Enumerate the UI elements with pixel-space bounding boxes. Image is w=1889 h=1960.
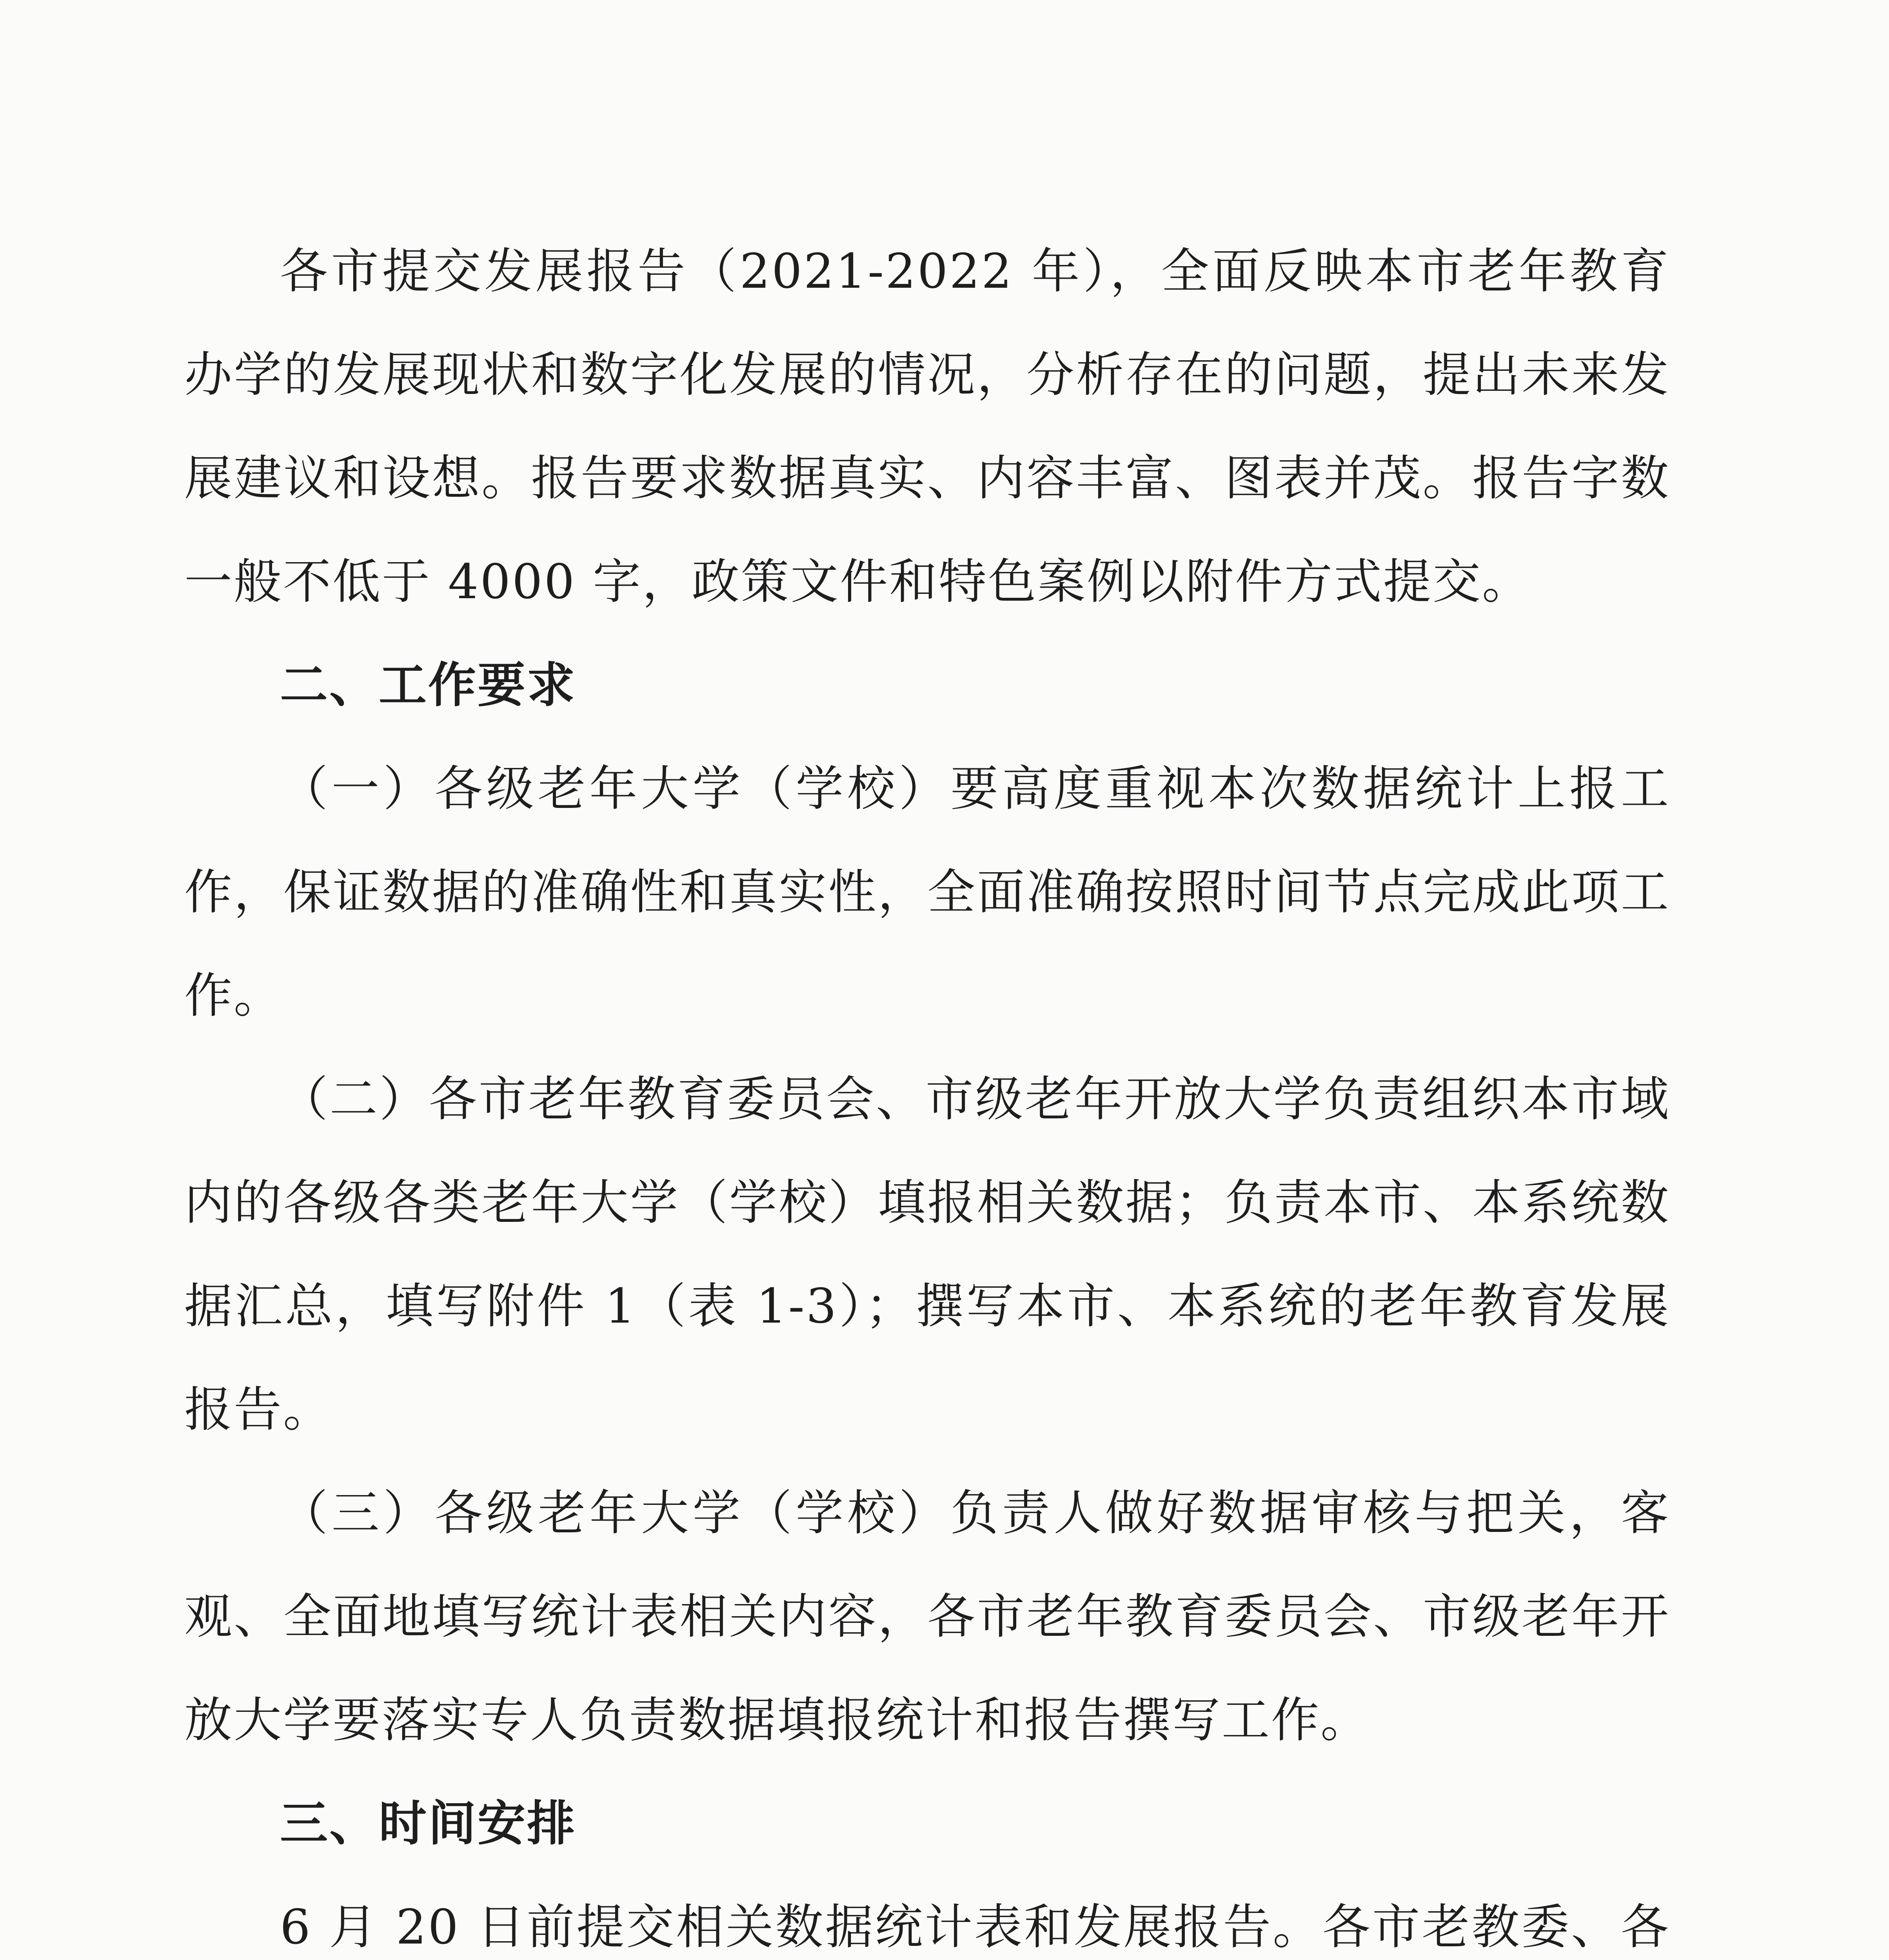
paragraph-requirement-3: （三）各级老年大学（学校）负责人做好数据审核与把关，客观、全面地填写统计表相关内容，各市老年教育委员会、市级老年开放大学要落实专人负责数据填报统计和报告撰写工作。 <box>184 1485 1670 1748</box>
paragraph-requirement-2: （二）各市老年教育委员会、市级老年开放大学负责组织本市域内的各级各类老年大学（学校）填报相关数据；负责本市、本系统数据汇总，填写附件 1（表 1-3）；撰写本市、本系统的老年教育发展报告。 <box>184 1071 1670 1437</box>
paragraph-requirement-1: （一）各级老年大学（学校）要高度重视本次数据统计上报工作，保证数据的准确性和真实性，全面准确按照时间节点完成此项工作。 <box>184 761 1670 1024</box>
paragraph-report-submission: 各市提交发展报告（2021-2022 年），全面反映本市老年教育办学的发展现状和数字化发展的情况，分析存在的问题，提出未来发展建议和设想。报告要求数据真实、内容丰富、图表并茂。报告字数一般不低于 4000 字，政策文件和特色案例以附件方式提交。 <box>184 243 1670 610</box>
document-body <box>184 220 1670 1960</box>
paragraph-schedule: 6 月 20 日前提交相关数据统计表和发展报告。各市老教委、各 <box>280 1899 1670 1955</box>
section-heading-schedule: 三、时间安排 <box>280 1796 576 1851</box>
section-heading-work-requirements: 二、工作要求 <box>280 657 576 713</box>
